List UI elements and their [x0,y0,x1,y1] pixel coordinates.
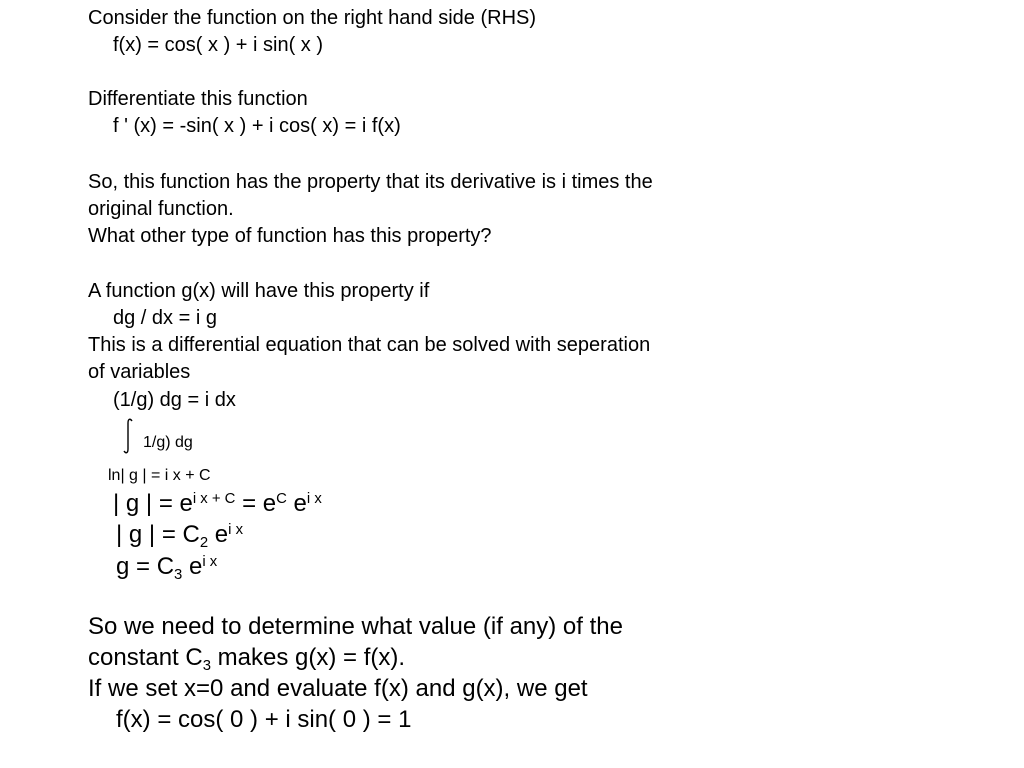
equation-separated: (1/g) dg = i dx [113,389,236,411]
equation-derivative: f ' (x) = -sin( x ) + i cos( x) = i f(x) [113,115,401,137]
equation-abs-g: | g | = $e^{i x + C} = e^C$ $e^{i x}$ [113,490,322,517]
text-line: Differentiate this function [88,88,308,110]
equation-abs-g-c2: | g | = $C_2$ $e^{i x}$ [116,521,244,552]
integral-sign-icon [122,418,134,454]
text-line: A function g(x) will have this property if [88,280,430,302]
text-line: Consider the function on the right hand side (RHS) [88,7,537,29]
equation-f: f(x) = cos( x ) + i sin( x ) [113,34,324,56]
equation-g-c3: $g = C_3$ $e^{i x}$ [116,553,218,584]
integral-expression: 1/g) dg [143,434,193,451]
text-line: So, this function has the property that its derivative is i times the [88,171,653,193]
text-line: So we need to determine what value (if any) of the [88,613,623,640]
text-line: constant $C_3$ makes g(x) = f(x). [88,644,406,675]
text-line: This is a differential equation that can be solved with seperation [88,334,651,356]
equation-ln: ln| g | = i x + C [108,467,211,484]
equation-f-at-zero: f(x) = cos( 0 ) + i sin( 0 ) = 1 [116,706,412,733]
text-line: original function. [88,198,234,220]
text-line: of variables [88,361,191,383]
text-line: If we set x=0 and evaluate f(x) and g(x), we get [88,675,588,702]
equation-dg-dx: dg / dx = i g [113,307,217,329]
text-line: What other type of function has this property? [88,225,492,247]
